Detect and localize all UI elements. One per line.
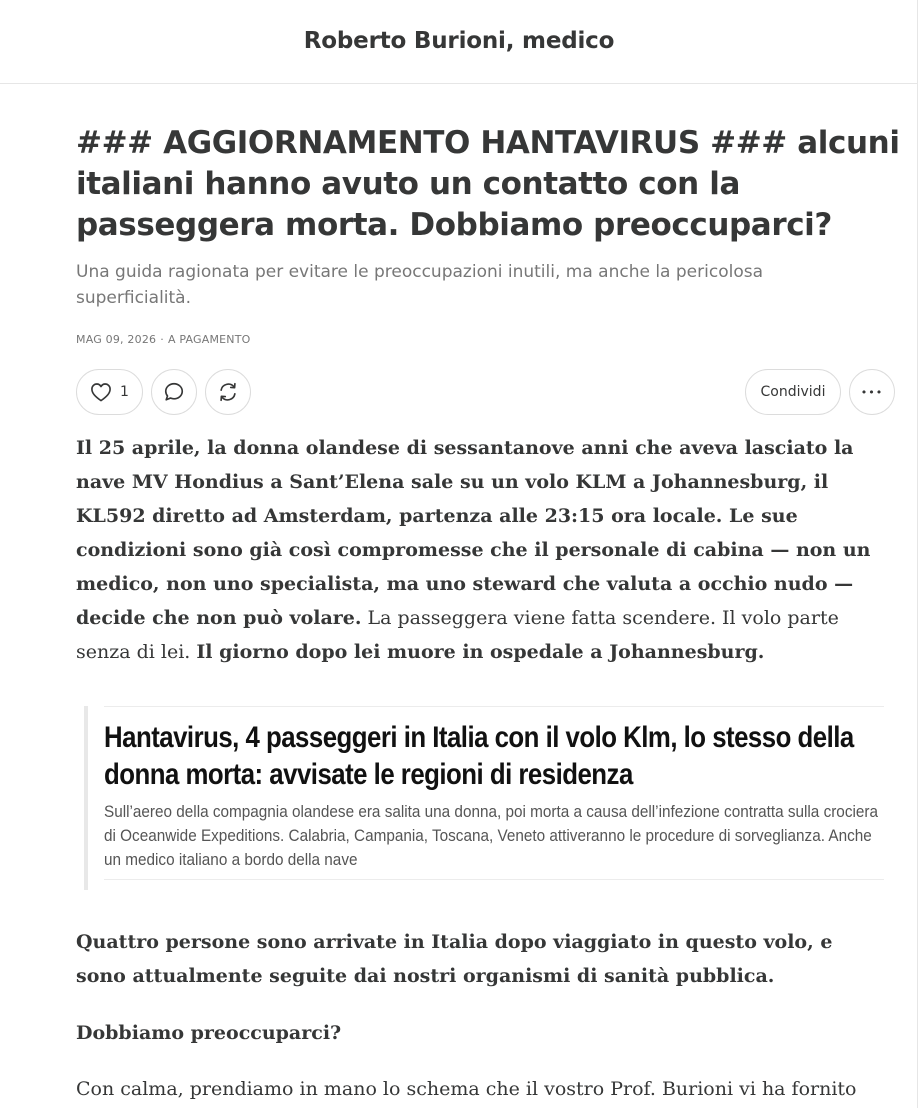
- restack-icon: [217, 381, 239, 403]
- like-button[interactable]: [76, 369, 143, 415]
- post-date: MAG 09, 2026: [76, 333, 157, 346]
- paragraph-intro: [76, 431, 876, 669]
- like-count: 1: [120, 384, 129, 400]
- access-badge: A PAGAMENTO: [167, 333, 251, 346]
- post-subtitle: Una guida ragionata per evitare le preoccupazioni inutili, ma anche la pericolosa superficialità.: [76, 262, 763, 308]
- paragraph-intro-bold-b: Il giorno dopo lei muore in ospedale a Johannesburg.: [196, 641, 765, 663]
- heart-icon: [90, 382, 112, 402]
- share-button[interactable]: Condividi: [745, 369, 841, 415]
- more-dots-icon: •••: [860, 385, 884, 399]
- meta-separator: ·: [160, 333, 164, 346]
- paragraph-intro-bold-a: Il 25 aprile, la donna olandese di sessantanove anni che aveva lasciato la nave MV Hondius a Sant’Elena sale su un volo KLM a Johannesburg, il KL592 diretto ad Amsterdam, partenza alle 23:15 ora locale. Le sue condizioni sono già così compromesse che il personale di cabina — non un medico, non uno specialista, ma uno steward che valuta a occhio nudo — decide che non può volare.: [76, 437, 871, 629]
- paragraph-scheme: Con calma, prendiamo in mano lo schema che il vostro Prof. Burioni vi ha fornito: [76, 1078, 857, 1100]
- post-meta: [76, 333, 251, 346]
- paragraph-question: Dobbiamo preoccuparci?: [76, 1022, 342, 1044]
- restack-button[interactable]: [205, 369, 251, 415]
- embedded-article-card[interactable]: [104, 706, 884, 880]
- embedded-article-summary: Sull’aereo della compagnia olandese era salita una donna, poi morta a causa dell’infezione contratta sulla crociera di Oceanwide Expeditions. Calabria, Campania, Toscana, Veneto attiveranno le procedure di sorveglianza. Anche un medico italiano a bordo della nave: [104, 802, 878, 869]
- more-options-button[interactable]: [849, 369, 895, 415]
- publication-name[interactable]: Roberto Burioni, medico: [303, 28, 615, 54]
- post-title: ### AGGIORNAMENTO HANTAVIRUS ### alcuni italiani hanno avuto un contatto con la passeggera morta. Dobbiamo preoccuparci?: [76, 125, 900, 243]
- paragraph-passengers-bold: Quattro persone sono arrivate in Italia dopo viaggiato in questo volo, e sono attualmente seguite dai nostri organismi di sanità pubblica.: [76, 931, 833, 987]
- comment-button[interactable]: [151, 369, 197, 415]
- embedded-article[interactable]: [84, 706, 884, 890]
- embedded-article-headline: Hantavirus, 4 passeggeri in Italia con il volo Klm, lo stesso della donna morta: avvisate le regioni di residenza: [104, 721, 854, 791]
- comment-icon: [163, 381, 185, 403]
- top-bar: [0, 0, 918, 84]
- paragraph-intro-regular: La passeggera viene fatta scendere. Il volo parte senza di lei.: [76, 607, 839, 663]
- paragraph-passengers: [76, 925, 876, 993]
